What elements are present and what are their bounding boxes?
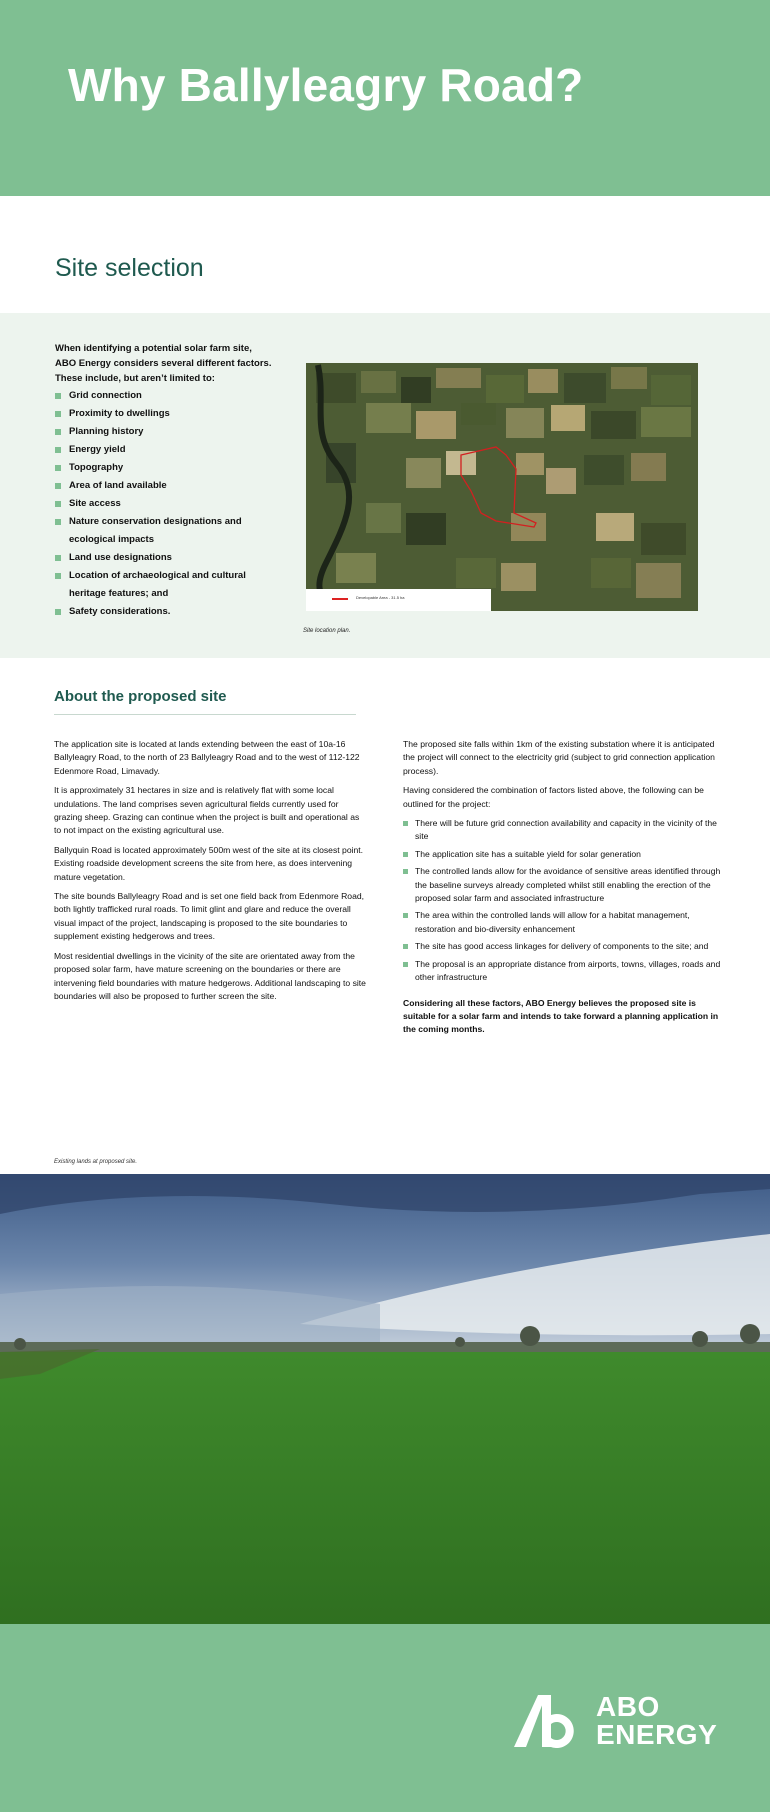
factor-item: Land use designations [55, 549, 255, 567]
abo-logo-icon [512, 1693, 588, 1749]
project-point: The controlled lands allow for the avoidance of sensitive areas identified through the baseline surveys already completed whilst still enabling the erection of the proposed solar farm and associated infrastructure [403, 865, 721, 905]
aerial-map-image [306, 363, 698, 611]
about-heading: About the proposed site [54, 688, 227, 705]
factor-item: Safety considerations. [55, 603, 255, 621]
about-paragraph: The proposed site falls within 1km of the existing substation where it is anticipated the project will connect to the electricity grid (subject to grid connection application process). [403, 739, 715, 776]
bullet-icon [403, 962, 408, 967]
site-location-map [306, 363, 698, 611]
abo-energy-logo [512, 1691, 722, 1751]
header-banner [0, 0, 770, 196]
boundary-line-icon [332, 598, 348, 600]
bullet-icon [55, 501, 61, 507]
site-selection-panel [0, 313, 770, 658]
factor-item: Planning history [55, 423, 255, 441]
about-paragraph: Having considered the combination of factors listed above, the following can be outlined for the project: [403, 785, 704, 809]
map-legend-label: Developable Area - 31.5 ha [356, 595, 405, 600]
about-paragraph: It is approximately 31 hectares in size and is relatively flat with some local undulations. The land comprises seven agricultural fields currently used for grazing sheep. Grazing can continue when the project is built and operational as to not impact on the existing agricultural use. [54, 785, 360, 836]
factor-item: Proximity to dwellings [55, 405, 255, 423]
footer-banner [0, 1624, 770, 1812]
map-legend [306, 589, 491, 611]
intro-line: When identifying a potential solar farm site, [55, 343, 252, 354]
heading-divider [54, 714, 356, 715]
conclusion-paragraph: Considering all these factors, ABO Energy believes the proposed site is suitable for a solar farm and intends to take forward a planning application in the coming months. [403, 997, 719, 1035]
site-selection-heading: Site selection [55, 254, 204, 282]
bullet-icon [403, 821, 408, 826]
factor-item: Nature conservation designations and ecological impacts [55, 513, 255, 549]
about-paragraph: Ballyquin Road is located approximately 500m west of the site at its closest point. Existing roadside development screens the site from here, as does intervening mature vegetation. [54, 844, 364, 882]
map-caption: Site location plan. [303, 628, 351, 634]
bullet-icon [55, 483, 61, 489]
site-photo [0, 1174, 770, 1624]
site-selection-intro [55, 341, 275, 386]
about-section [0, 658, 770, 1174]
about-right-column [403, 738, 721, 1043]
about-left-column [54, 738, 366, 1009]
bullet-icon [55, 573, 61, 579]
intro-line: These include, but aren’t limited to: [55, 373, 215, 384]
bullet-icon [403, 869, 408, 874]
factor-item: Topography [55, 459, 255, 477]
about-paragraph: Most residential dwellings in the vicinity of the site are orientated away from the proposed solar farm, have mature screening on the boundaries or there are intervening field boundaries with mature hedgerows. Additional landscaping to site boundaries will also be proposed to further screen the site. [54, 950, 366, 1001]
bullet-icon [55, 447, 61, 453]
project-points-list [403, 817, 721, 984]
logo-text-abo: ABO [596, 1691, 660, 1722]
intro-line: ABO Energy considers several different factors. [55, 358, 272, 369]
bullet-icon [403, 852, 408, 857]
factor-item: Location of archaeological and cultural heritage features; and [55, 567, 255, 603]
factor-item: Area of land available [55, 477, 255, 495]
project-point: The proposal is an appropriate distance from airports, towns, villages, roads and other infrastructure [403, 958, 721, 985]
bullet-icon [403, 944, 408, 949]
about-paragraph: The site bounds Ballyleagry Road and is set one field back from Edenmore Road, both lightly trafficked rural roads. To limit glint and glare and reduce the overall visual impact of the project, landscaping is proposed to the site boundaries to supplement existing hedgerows and trees. [54, 891, 365, 942]
project-point: The area within the controlled lands will allow for a habitat management, restoration and bio-diversity enhancement [403, 909, 721, 936]
logo-text-energy: ENERGY [596, 1719, 718, 1750]
factor-item: Grid connection [55, 387, 255, 405]
project-point: The site has good access linkages for delivery of components to the site; and [403, 940, 721, 953]
bullet-icon [55, 519, 61, 525]
bullet-icon [55, 609, 61, 615]
bullet-icon [403, 913, 408, 918]
landscape-photo-image [0, 1174, 770, 1624]
project-point: There will be future grid connection availability and capacity in the vicinity of the site [403, 817, 721, 844]
bullet-icon [55, 411, 61, 417]
factor-item: Energy yield [55, 441, 255, 459]
site-selection-header [0, 196, 770, 313]
bullet-icon [55, 465, 61, 471]
project-point: The application site has a suitable yield for solar generation [403, 848, 721, 861]
bullet-icon [55, 429, 61, 435]
page-title: Why Ballyleagry Road? [68, 59, 584, 111]
factor-list [55, 387, 255, 621]
bullet-icon [55, 393, 61, 399]
about-paragraph: The application site is located at lands extending between the east of 10a-16 Ballyleagry Road, to the north of 23 Ballyleagry Road and to the west of 112-122 Edenmore Road, Limavady. [54, 739, 360, 776]
factor-item: Site access [55, 495, 255, 513]
photo-caption: Existing lands at proposed site. [54, 1159, 138, 1165]
bullet-icon [55, 555, 61, 561]
